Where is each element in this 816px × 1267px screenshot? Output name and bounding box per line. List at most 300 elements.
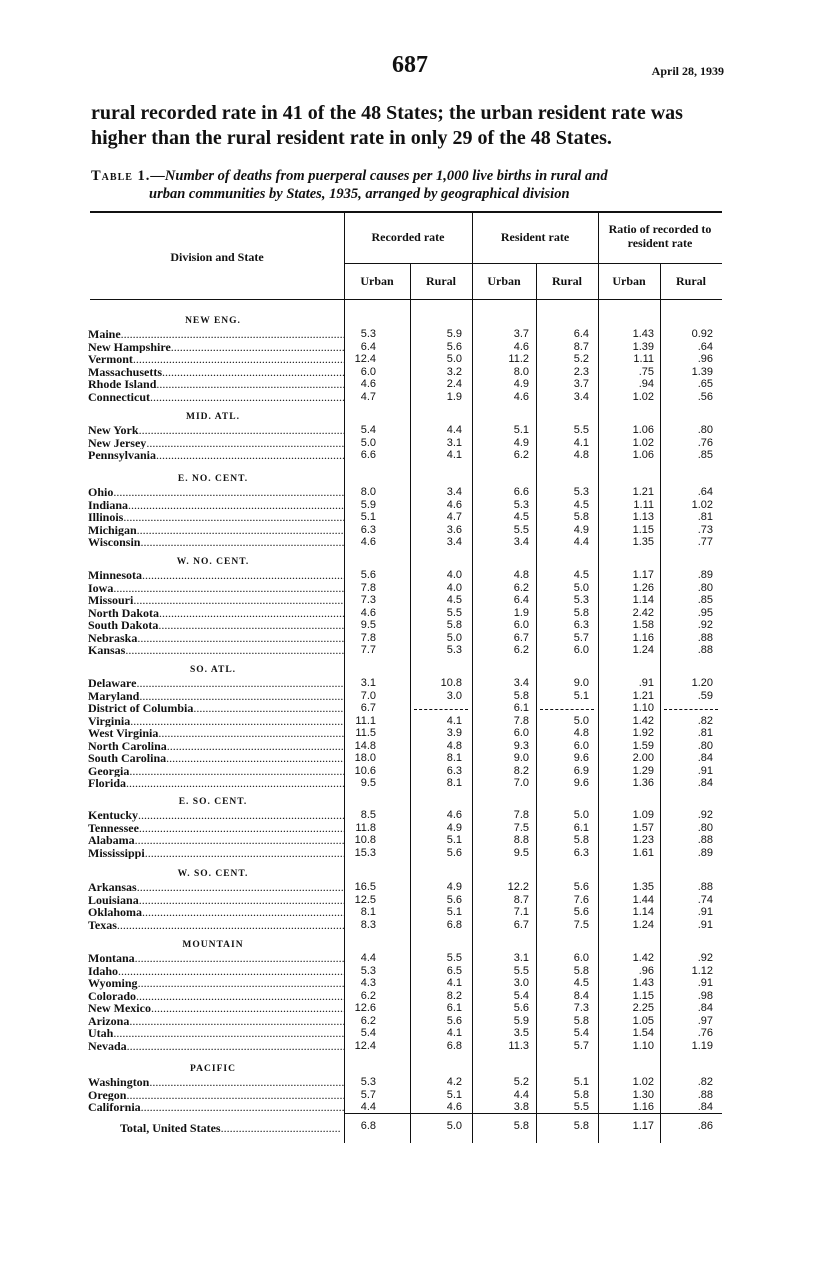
cell-resident-urban: 12.2 (507, 881, 529, 893)
state-name: South Carolina ..... (88, 752, 344, 765)
state-name: Pennsylvania ..... (88, 449, 344, 462)
cell-resident-urban: 6.2 (513, 644, 529, 656)
cell-recorded-urban: 14.8 (354, 739, 376, 752)
table-caption (91, 167, 736, 203)
cell-recorded-rural: 4.0 (446, 581, 462, 594)
state-name: Missouri ..... (88, 594, 344, 607)
state-name: Tennessee ..... (88, 822, 344, 835)
state-name: Washington ..... (88, 1076, 344, 1089)
cell-resident-urban: 6.0 (513, 727, 529, 739)
state-name: Minnesota ..... (88, 569, 344, 582)
cell-recorded-rural: 4.1 (446, 977, 462, 989)
cell-ratio-rural: .91 (697, 918, 713, 931)
cell-resident-rural: 6.9 (573, 764, 589, 777)
cell-resident-rural: 4.5 (573, 977, 589, 989)
cell-recorded-rural: 4.9 (446, 881, 462, 893)
cell-ratio-rural: .76 (697, 436, 713, 449)
cell-recorded-urban: 4.6 (360, 536, 376, 548)
cell-resident-rural: 6.3 (573, 846, 589, 859)
state-name: District of Columbia ..... (88, 702, 344, 715)
cell-resident-rural: 5.3 (573, 594, 589, 606)
state-name: Wyoming ..... (88, 977, 344, 990)
cell-recorded-rural: 5.8 (446, 619, 462, 631)
cell-recorded-rural: 4.7 (446, 511, 462, 523)
cell-resident-rural: 4.5 (573, 498, 589, 511)
cell-resident-rural: 5.6 (573, 906, 589, 918)
blank-cell-dash (540, 709, 594, 710)
cell-resident-rural: 5.6 (573, 881, 589, 893)
state-name: Maine ..... (88, 328, 344, 341)
cell-ratio-rural: .80 (697, 424, 713, 436)
state-name: Massachusetts ..... (88, 366, 344, 379)
cell-recorded-rural: 3.4 (446, 536, 462, 548)
cell-ratio-rural: .81 (697, 727, 713, 739)
cell-ratio-rural: .96 (697, 353, 713, 365)
cell-ratio-rural: 0.92 (691, 328, 713, 340)
cell-recorded-rural: 5.6 (446, 1014, 462, 1027)
cell-recorded-urban: 18.0 (354, 752, 376, 764)
cell-recorded-urban: 12.4 (354, 1039, 376, 1052)
cell-resident-urban: 9.3 (513, 739, 529, 752)
cell-ratio-rural: .92 (697, 619, 713, 631)
cell-recorded-rural: 5.6 (446, 846, 462, 859)
cell-ratio-urban: 1.21 (632, 486, 654, 498)
header-resident-rate: Resident rate (500, 230, 570, 244)
cell-ratio-urban: 1.57 (632, 821, 654, 834)
state-name: Ohio ..... (88, 486, 344, 499)
cell-resident-rural: 3.7 (573, 378, 589, 390)
cell-ratio-urban: 1.11 (633, 498, 654, 511)
cell-ratio-urban: 2.25 (632, 1002, 654, 1014)
cell-recorded-rural: 1.9 (446, 390, 462, 403)
cell-resident-rural: 5.8 (573, 834, 589, 846)
cell-resident-urban: 6.7 (513, 631, 529, 644)
cell-ratio-urban: 1.10 (632, 702, 654, 714)
state-name: Indiana ..... (88, 499, 344, 512)
state-name: Texas ..... (88, 919, 344, 932)
cell-resident-rural: 5.7 (573, 631, 589, 644)
cell-ratio-urban: 1.02 (632, 1076, 654, 1088)
cell-ratio-rural: .91 (697, 764, 713, 777)
cell-recorded-urban: 5.0 (360, 436, 376, 449)
state-name: Illinois ..... (88, 511, 344, 524)
cell-ratio-rural: 1.39 (691, 365, 713, 378)
cell-recorded-urban: 9.5 (360, 619, 376, 631)
cell-resident-urban: 8.0 (513, 365, 529, 378)
state-name: Vermont ..... (88, 353, 344, 366)
cell-ratio-rural: .95 (697, 606, 713, 619)
total-ratio-urban: 1.17 (632, 1120, 654, 1132)
cell-resident-rural: 7.6 (573, 893, 589, 906)
cell-recorded-rural: 5.9 (446, 328, 462, 340)
cell-ratio-urban: .96 (638, 964, 654, 977)
cell-resident-rural: 7.3 (573, 1002, 589, 1014)
cell-resident-rural: 5.5 (573, 1101, 589, 1113)
state-name: Delaware ..... (88, 677, 344, 690)
cell-ratio-urban: 1.24 (632, 918, 654, 931)
cell-recorded-rural: 4.6 (446, 1101, 462, 1113)
division-heading: MOUNTAIN (182, 940, 244, 950)
cell-ratio-rural: .88 (697, 881, 713, 893)
cell-recorded-rural: 4.2 (446, 1076, 462, 1088)
cell-resident-urban: 4.6 (513, 390, 529, 403)
state-name: Louisiana ..... (88, 894, 344, 907)
cell-recorded-rural: 8.1 (446, 777, 462, 789)
header-recorded-urban: Urban (360, 274, 394, 288)
cell-ratio-urban: 1.06 (632, 449, 654, 461)
cell-recorded-rural: 4.1 (446, 714, 462, 727)
table-caption-label: Table 1. (91, 168, 151, 184)
cell-recorded-rural: 5.6 (446, 893, 462, 906)
state-name: Nevada ..... (88, 1040, 344, 1053)
cell-resident-rural: 8.4 (573, 989, 589, 1002)
cell-resident-rural: 5.8 (573, 511, 589, 523)
cell-ratio-rural: .92 (697, 809, 713, 821)
cell-ratio-urban: 1.58 (632, 619, 654, 631)
cell-ratio-urban: 1.16 (632, 631, 654, 644)
cell-resident-urban: 7.8 (513, 809, 529, 821)
cell-resident-urban: 7.5 (513, 821, 529, 834)
division-heading: E. SO. CENT. (178, 797, 248, 807)
vrule-3 (472, 213, 473, 1143)
cell-recorded-rural: 5.0 (446, 631, 462, 644)
cell-recorded-rural: 2.4 (446, 378, 462, 390)
cell-resident-urban: 5.2 (513, 1076, 529, 1088)
cell-recorded-rural: 3.0 (446, 689, 462, 702)
cell-ratio-rural: .77 (697, 536, 713, 548)
cell-resident-rural: 5.5 (573, 424, 589, 436)
cell-recorded-rural: 5.5 (446, 952, 462, 964)
state-name: Connecticut ..... (88, 391, 344, 404)
header-bottom-rule (90, 299, 722, 300)
state-name: Oklahoma ..... (88, 906, 344, 919)
cell-recorded-urban: 12.4 (354, 353, 376, 365)
state-name: Nebraska ..... (88, 632, 344, 645)
cell-recorded-urban: 6.2 (360, 1014, 376, 1027)
cell-recorded-urban: 8.5 (360, 809, 376, 821)
cell-recorded-rural: 4.1 (446, 449, 462, 461)
state-name: New Hampshire ..... (88, 341, 344, 354)
cell-resident-rural: 5.0 (573, 581, 589, 594)
cell-ratio-rural: .88 (697, 644, 713, 656)
vrule-6 (660, 263, 661, 1143)
cell-resident-urban: 6.6 (513, 486, 529, 498)
cell-recorded-rural: 3.9 (446, 727, 462, 739)
cell-recorded-urban: 5.1 (360, 511, 376, 523)
cell-resident-urban: 4.9 (513, 436, 529, 449)
state-name: Utah ..... (88, 1027, 344, 1040)
cell-ratio-urban: 1.10 (632, 1039, 654, 1052)
division-heading: MID. ATL. (186, 412, 240, 422)
table-caption-line2: urban communities by States, 1935, arranged by geographical division (149, 186, 570, 202)
state-name: Iowa ..... (88, 582, 344, 595)
vrule-5 (598, 213, 599, 1143)
state-name: Alabama ..... (88, 834, 344, 847)
header-resident-rural: Rural (552, 274, 582, 288)
cell-ratio-urban: 1.13 (632, 511, 654, 523)
cell-ratio-urban: 1.35 (632, 881, 654, 893)
state-name: South Dakota ..... (88, 619, 344, 632)
cell-resident-rural: 4.8 (573, 727, 589, 739)
header-recorded-rural: Rural (426, 274, 456, 288)
cell-ratio-rural: .84 (697, 752, 713, 764)
cell-recorded-rural: 5.6 (446, 340, 462, 353)
group-header-rule (344, 263, 722, 264)
cell-recorded-urban: 11.1 (355, 714, 376, 727)
cell-resident-urban: 6.2 (513, 449, 529, 461)
cell-recorded-urban: 7.8 (360, 631, 376, 644)
cell-resident-rural: 6.0 (573, 952, 589, 964)
cell-resident-rural: 9.6 (573, 777, 589, 789)
cell-recorded-rural: 6.5 (446, 964, 462, 977)
cell-ratio-urban: 1.42 (632, 714, 654, 727)
cell-resident-rural: 4.8 (573, 449, 589, 461)
cell-resident-urban: 6.1 (513, 702, 529, 714)
cell-ratio-urban: 1.23 (632, 834, 654, 846)
cell-recorded-rural: 4.5 (446, 594, 462, 606)
cell-ratio-urban: 1.30 (632, 1088, 654, 1101)
cell-resident-urban: 6.2 (513, 581, 529, 594)
cell-ratio-rural: .97 (697, 1014, 713, 1027)
cell-ratio-rural: .88 (697, 1088, 713, 1101)
page-date: April 28, 1939 (651, 64, 724, 78)
cell-resident-rural: 5.0 (573, 714, 589, 727)
cell-recorded-urban: 11.8 (355, 821, 376, 834)
cell-recorded-urban: 5.4 (360, 1027, 376, 1039)
cell-recorded-rural: 5.3 (446, 644, 462, 656)
cell-resident-urban: 9.5 (513, 846, 529, 859)
cell-resident-urban: 5.8 (513, 689, 529, 702)
division-heading: PACIFIC (190, 1064, 236, 1074)
cell-recorded-rural: 6.8 (446, 1039, 462, 1052)
cell-resident-urban: 4.6 (513, 340, 529, 353)
cell-ratio-rural: .56 (697, 390, 713, 403)
cell-ratio-rural: .64 (697, 340, 713, 353)
cell-resident-rural: 5.4 (573, 1027, 589, 1039)
cell-resident-urban: 4.9 (513, 378, 529, 390)
cell-ratio-urban: 1.02 (632, 390, 654, 403)
cell-recorded-urban: 7.3 (360, 594, 376, 606)
cell-resident-rural: 8.7 (573, 340, 589, 353)
cell-ratio-rural: .82 (697, 1076, 713, 1088)
cell-recorded-rural: 5.1 (446, 1088, 462, 1101)
cell-ratio-rural: .85 (697, 449, 713, 461)
cell-recorded-rural: 4.6 (446, 809, 462, 821)
cell-ratio-rural: 1.02 (691, 498, 713, 511)
cell-resident-rural: 5.1 (573, 689, 589, 702)
cell-resident-urban: 8.7 (513, 893, 529, 906)
state-name: North Dakota ..... (88, 607, 344, 620)
cell-resident-rural: 2.3 (573, 365, 589, 378)
cell-recorded-rural: 5.1 (446, 906, 462, 918)
cell-recorded-rural: 8.2 (446, 989, 462, 1002)
cell-resident-rural: 5.0 (573, 809, 589, 821)
cell-recorded-rural: 5.1 (446, 834, 462, 846)
cell-ratio-urban: .75 (638, 365, 654, 378)
cell-ratio-rural: .98 (697, 989, 713, 1002)
cell-resident-urban: 3.8 (513, 1101, 529, 1113)
state-name: New York ..... (88, 424, 344, 437)
cell-ratio-urban: 1.61 (632, 846, 654, 859)
cell-resident-urban: 5.5 (513, 964, 529, 977)
cell-ratio-urban: 1.92 (632, 727, 654, 739)
cell-resident-urban: 11.2 (508, 353, 529, 365)
cell-ratio-rural: .80 (697, 581, 713, 594)
cell-recorded-rural: 3.4 (446, 486, 462, 498)
cell-resident-urban: 1.9 (513, 606, 529, 619)
cell-resident-rural: 5.7 (573, 1039, 589, 1052)
cell-recorded-rural: 6.3 (446, 764, 462, 777)
cell-ratio-urban: 1.14 (632, 594, 654, 606)
state-name: New Jersey ..... (88, 437, 344, 450)
cell-recorded-urban: 12.6 (354, 1002, 376, 1014)
total-row-label: Total, United States ..... (120, 1121, 344, 1135)
cell-ratio-rural: .91 (697, 977, 713, 989)
total-rule (344, 1113, 722, 1114)
cell-recorded-rural: 3.1 (446, 436, 462, 449)
cell-ratio-urban: 2.00 (632, 752, 654, 764)
cell-resident-rural: 4.4 (573, 536, 589, 548)
cell-resident-rural: 5.8 (573, 964, 589, 977)
total-ratio-rural: .86 (697, 1120, 713, 1132)
state-name: North Carolina ..... (88, 740, 344, 753)
state-name: Georgia ..... (88, 765, 344, 778)
header-division-state: Division and State (170, 250, 264, 264)
division-heading: E. NO. CENT. (177, 474, 249, 484)
cell-recorded-urban: 10.8 (354, 834, 376, 846)
cell-recorded-urban: 15.3 (354, 846, 376, 859)
total-resident-urban: 5.8 (513, 1120, 529, 1132)
cell-ratio-urban: 1.36 (632, 777, 654, 789)
cell-recorded-rural: 6.1 (446, 1002, 462, 1014)
state-name: Mississippi ..... (88, 847, 344, 860)
cell-resident-urban: 6.0 (513, 619, 529, 631)
cell-ratio-urban: 1.35 (632, 536, 654, 548)
cell-recorded-urban: 8.3 (360, 918, 376, 931)
cell-ratio-urban: .94 (638, 378, 654, 390)
cell-ratio-rural: .80 (697, 739, 713, 752)
cell-ratio-rural: 1.20 (691, 677, 713, 689)
cell-resident-urban: 3.4 (513, 677, 529, 689)
cell-recorded-rural: 4.9 (446, 821, 462, 834)
cell-recorded-rural: 4.0 (446, 569, 462, 581)
cell-ratio-rural: .80 (697, 821, 713, 834)
cell-ratio-rural: .73 (697, 523, 713, 536)
cell-ratio-urban: 1.42 (632, 952, 654, 964)
cell-resident-rural: 4.5 (573, 569, 589, 581)
cell-recorded-urban: 5.7 (360, 1088, 376, 1101)
cell-recorded-urban: 6.2 (360, 989, 376, 1002)
cell-ratio-urban: 1.15 (632, 989, 654, 1002)
state-name: Virginia ..... (88, 715, 344, 728)
cell-recorded-rural: 4.4 (446, 424, 462, 436)
header-recorded-rate: Recorded rate (371, 230, 445, 244)
cell-recorded-rural: 5.5 (446, 606, 462, 619)
division-heading: W. SO. CENT. (177, 869, 249, 879)
cell-ratio-urban: 1.26 (632, 581, 654, 594)
cell-resident-rural: 6.0 (573, 739, 589, 752)
cell-recorded-rural: 5.0 (446, 353, 462, 365)
state-name: Arkansas ..... (88, 881, 344, 894)
cell-recorded-urban: 4.3 (360, 977, 376, 989)
cell-ratio-rural: .84 (697, 1002, 713, 1014)
cell-recorded-urban: 7.0 (360, 689, 376, 702)
cell-ratio-rural: .92 (697, 952, 713, 964)
state-name: Rhode Island ..... (88, 378, 344, 391)
cell-ratio-rural: .88 (697, 834, 713, 846)
cell-recorded-urban: 5.3 (360, 328, 376, 340)
cell-recorded-urban: 6.7 (360, 702, 376, 714)
cell-ratio-rural: 1.12 (691, 964, 713, 977)
cell-recorded-urban: 10.6 (354, 764, 376, 777)
cell-resident-urban: 5.4 (513, 989, 529, 1002)
cell-recorded-rural: 4.6 (446, 498, 462, 511)
cell-resident-urban: 8.8 (513, 834, 529, 846)
cell-ratio-rural: .88 (697, 631, 713, 644)
cell-ratio-rural: .89 (697, 569, 713, 581)
cell-recorded-urban: 9.5 (360, 777, 376, 789)
cell-resident-rural: 5.3 (573, 486, 589, 498)
state-name: West Virginia ..... (88, 727, 344, 740)
cell-resident-rural: 5.1 (573, 1076, 589, 1088)
cell-recorded-urban: 5.3 (360, 1076, 376, 1088)
cell-recorded-urban: 5.9 (360, 498, 376, 511)
cell-resident-rural: 4.1 (573, 436, 589, 449)
cell-recorded-urban: 5.6 (360, 569, 376, 581)
cell-resident-urban: 11.3 (508, 1039, 529, 1052)
cell-resident-urban: 6.7 (513, 918, 529, 931)
cell-ratio-rural: .84 (697, 777, 713, 789)
cell-ratio-rural: .74 (697, 893, 713, 906)
cell-resident-rural: 6.0 (573, 644, 589, 656)
cell-ratio-urban: 1.16 (632, 1101, 654, 1113)
cell-ratio-urban: .91 (638, 677, 654, 689)
cell-recorded-urban: 7.8 (360, 581, 376, 594)
cell-recorded-rural: 4.8 (446, 739, 462, 752)
cell-ratio-rural: .81 (697, 511, 713, 523)
cell-recorded-urban: 4.6 (360, 606, 376, 619)
cell-ratio-rural: .59 (697, 689, 713, 702)
cell-resident-urban: 9.0 (513, 752, 529, 764)
cell-recorded-rural: 8.1 (446, 752, 462, 764)
cell-ratio-rural: .65 (697, 378, 713, 390)
state-name: New Mexico ..... (88, 1002, 344, 1015)
cell-recorded-urban: 6.6 (360, 449, 376, 461)
state-name: Kansas ..... (88, 644, 344, 657)
cell-resident-rural: 6.3 (573, 619, 589, 631)
cell-resident-urban: 5.5 (513, 523, 529, 536)
cell-resident-rural: 9.6 (573, 752, 589, 764)
state-name: California ..... (88, 1101, 344, 1114)
cell-resident-urban: 7.8 (513, 714, 529, 727)
cell-ratio-urban: 1.02 (632, 436, 654, 449)
cell-recorded-urban: 7.7 (360, 644, 376, 656)
cell-resident-rural: 3.4 (573, 390, 589, 403)
cell-resident-urban: 7.0 (513, 777, 529, 789)
vrule-4 (536, 263, 537, 1143)
table-top-rule (90, 211, 722, 213)
cell-ratio-rural: .84 (697, 1101, 713, 1113)
cell-resident-urban: 5.1 (513, 424, 529, 436)
cell-recorded-urban: 12.5 (354, 893, 376, 906)
cell-ratio-urban: 1.06 (632, 424, 654, 436)
cell-resident-urban: 7.1 (513, 906, 529, 918)
division-heading: SO. ATL. (189, 665, 237, 675)
total-resident-rural: 5.8 (573, 1120, 589, 1132)
header-resident-urban: Urban (487, 274, 521, 288)
cell-resident-urban: 4.5 (513, 511, 529, 523)
total-recorded-urban: 6.8 (360, 1120, 376, 1132)
